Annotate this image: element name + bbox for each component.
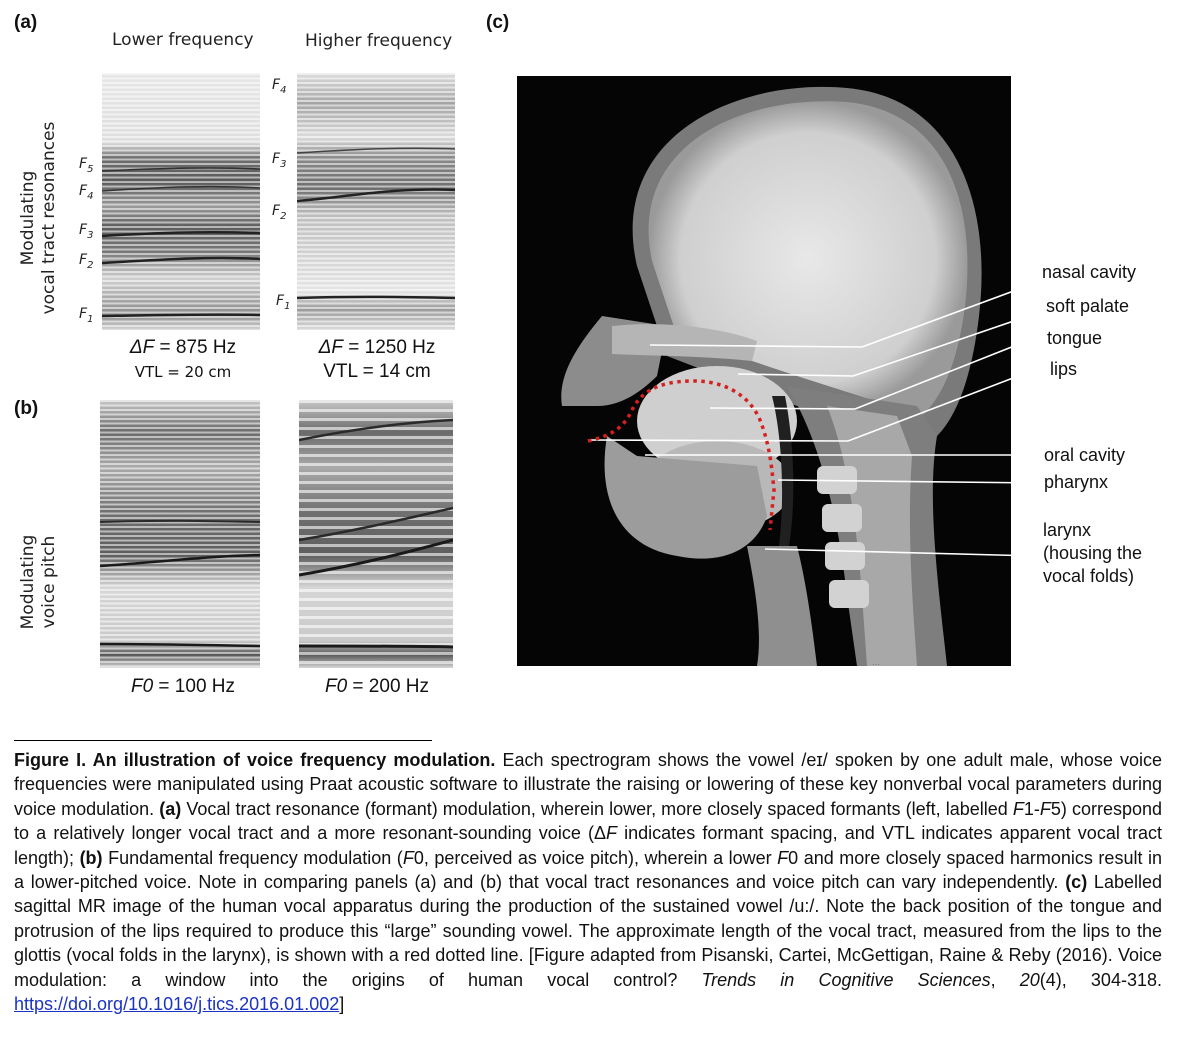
caption-text: ,: [990, 969, 1020, 990]
f0-left-symbol: F0: [130, 676, 154, 697]
doi-link[interactable]: https://doi.org/10.1016/j.tics.2016.01.002: [14, 994, 340, 1015]
vtl-left: VTL = 20 cm: [134, 363, 232, 381]
panel-label-b: (b): [14, 398, 39, 419]
caption-text: ]: [339, 994, 345, 1015]
f0-left-value: = 100 Hz: [153, 676, 236, 697]
formant-label-right-f4: $F_4$: [272, 77, 287, 96]
vtl-right: VTL = 14 cm: [323, 361, 431, 382]
column-header-higher: Higher frequency: [305, 31, 453, 51]
caption-italic: F: [402, 847, 414, 868]
caption-ref-b: (b): [79, 847, 103, 868]
caption-text: 0, perceived as voice pitch), wherein a lower: [413, 847, 778, 868]
leader-line-lips-2: [848, 370, 1034, 441]
row-label-b-line2: voice pitch: [39, 535, 59, 629]
row-label-a-line2: vocal tract resonances: [39, 121, 59, 315]
formant-label-left-f3: $F_3$: [79, 222, 94, 241]
caption-text: Vocal tract resonance (formant) modulation, wherein lower, more closely spaced formants (left, labelled: [181, 798, 1013, 819]
label-larynx: [1043, 519, 1142, 588]
label-nasal-cavity: nasal cavity: [1042, 262, 1137, 282]
label-lips: lips: [1050, 359, 1078, 379]
leader-line-soft-palate-2: [853, 312, 1040, 376]
formant-label-left-f1: $F_1$: [79, 306, 94, 325]
caption-text: 1-: [1023, 798, 1040, 819]
caption-separator: [14, 740, 432, 741]
caption-text: Each spectrogram shows the vowel /eɪ/ spoken by one adult male, whose voice frequencies were manipulated using Praat acoustic software to illustrate the raising or lowering of these key nonverbal vocal parameters during voice modulation.: [14, 750, 1163, 819]
caption-volume: 20: [1019, 969, 1040, 990]
row-label-a-line1: Modulating: [18, 170, 38, 266]
figure-caption: [14, 748, 1162, 1016]
leader-line-tongue: [710, 408, 855, 409]
caption-text: indicates formant spacing, and VTL indicates apparent vocal tract length);: [14, 823, 1162, 868]
leader-line-nasal-cavity: [650, 345, 862, 347]
formant-label-right-f2: $F_2$: [272, 203, 287, 222]
mri-watermark: ...: [872, 658, 880, 666]
caption-italic: F: [1039, 798, 1051, 819]
f0-right-symbol: F0: [324, 676, 348, 697]
caption-italic: F: [777, 847, 789, 868]
label-pharynx: pharynx: [1044, 472, 1109, 492]
column-header-lower: Lower frequency: [112, 30, 254, 50]
leader-line-larynx: [765, 549, 1036, 556]
leader-lines: [590, 282, 1040, 556]
formant-label-right-f1: $F_1$: [276, 293, 291, 312]
caption-text: (4), 304-318.: [1039, 969, 1162, 990]
caption-italic: F: [1012, 798, 1024, 819]
leader-line-lips: [590, 440, 848, 441]
caption-text: Fundamental frequency modulation (: [102, 847, 403, 868]
label-oral-cavity: oral cavity: [1044, 445, 1126, 465]
f0-right-value: = 200 Hz: [347, 676, 430, 697]
delta-f-left-value: = 875 Hz: [154, 337, 237, 358]
leader-line-pharynx: [778, 480, 1038, 483]
label-soft-palate: soft palate: [1046, 296, 1130, 316]
caption-ref-a: (a): [159, 798, 182, 819]
leader-line-soft-palate: [738, 374, 853, 376]
delta-f-left-symbol: ΔF: [129, 337, 155, 358]
formant-label-left-f2: $F_2$: [79, 252, 94, 271]
caption-text: 5) correspond to a relatively longer vocal tract and a more resonant-sounding voice (Δ: [14, 798, 1163, 844]
caption-text: Labelled sagittal MR image of the human vocal apparatus during the production of the sustained vowel /u:/. Note the back position of the tongue and protrusion of the lips required to produce this “large” sounding vowel. The approximate length of the vocal tract, measured from the lips to the glottis (vocal folds in the larynx), is shown with a red dotted line. [Figure adapted from Pisanski, Cartei, McGettigan, Raine & Reby (2016). Voice modulation: a window into the origins of human vocal control?: [14, 872, 1162, 990]
leader-line-nasal-cavity-2: [862, 282, 1038, 347]
delta-f-right-symbol: ΔF: [318, 337, 343, 358]
panel-label-c: (c): [486, 12, 510, 33]
caption-journal: Trends in Cognitive Sciences: [701, 969, 991, 990]
label-larynx-line3: vocal folds): [1043, 566, 1135, 586]
panel-label-a: (a): [14, 12, 38, 33]
caption-title: Figure I. An illustration of voice frequency modulation.: [14, 750, 496, 770]
label-tongue: tongue: [1047, 328, 1103, 348]
delta-f-right-value: = 1250 Hz: [342, 337, 436, 358]
caption-italic: F: [606, 823, 617, 844]
row-label-b-line1: Modulating: [18, 534, 38, 630]
caption-text: 0 and more closely spaced harmonics result in a lower-pitched voice. Note in comparing panels (a) and (b) that vocal tract resonances and voice pitch can vary independently.: [14, 847, 1162, 893]
caption-ref-c: (c): [1065, 872, 1088, 893]
formant-label-left-f5: $F_5$: [79, 156, 94, 175]
formant-label-right-f3: $F_3$: [272, 151, 287, 170]
formant-label-left-f4: $F_4$: [79, 183, 94, 202]
leader-line-tongue-2: [855, 337, 1037, 409]
label-larynx-line1: larynx: [1043, 520, 1092, 540]
label-larynx-line2: (housing the: [1043, 543, 1143, 563]
